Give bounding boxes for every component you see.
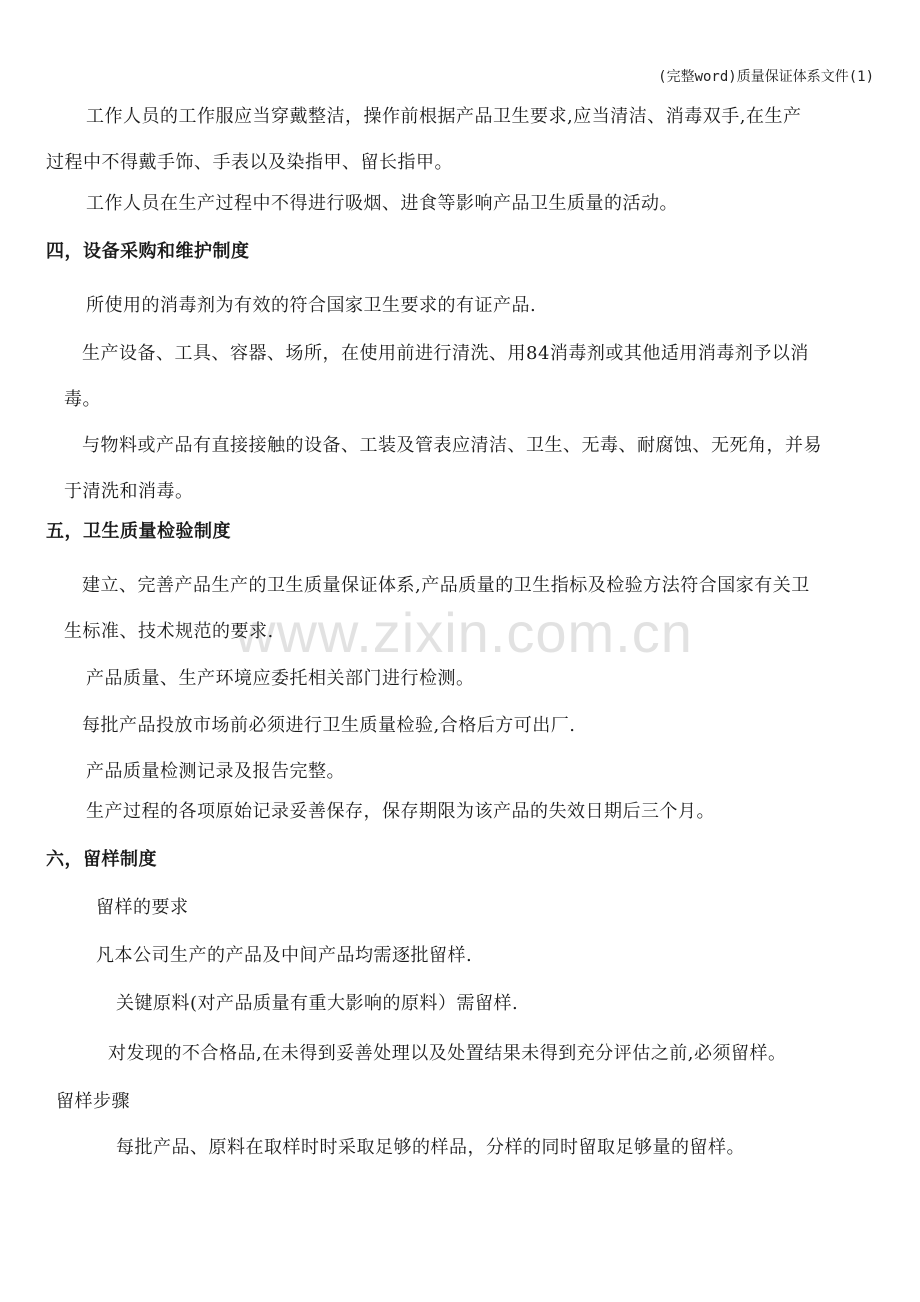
paragraph-line: 生产设备、工具、容器、场所，在使用前进行清洗、用84消毒剂或其他适用消毒剂予以消 — [82, 343, 809, 364]
paragraph-line: 过程中不得戴手饰、手表以及染指甲、留长指甲。 — [46, 152, 453, 173]
paragraph-line: 工作人员的工作服应当穿戴整洁，操作前根据产品卫生要求,应当清洁、消毒双手,在生产 — [86, 106, 802, 127]
paragraph-line: 工作人员在生产过程中不得进行吸烟、进食等影响产品卫生质量的活动。 — [86, 193, 678, 214]
paragraph-line: 产品质量、生产环境应委托相关部门进行检测。 — [86, 668, 475, 689]
section-heading: 四，设备采购和维护制度 — [46, 241, 250, 262]
paragraph-line: 生产过程的各项原始记录妥善保存，保存期限为该产品的失效日期后三个月。 — [86, 801, 715, 822]
paragraph-line: 与物料或产品有直接接触的设备、工装及管表应清洁、卫生、无毒、耐腐蚀、无死角，并易 — [82, 435, 822, 456]
paragraph-line: 留样步骤 — [56, 1091, 130, 1112]
watermark: www.zixin.com.cn — [235, 601, 693, 664]
paragraph-line: 对发现的不合格品,在未得到妥善处理以及处置结果未得到充分评估之前,必须留样。 — [108, 1043, 787, 1064]
paragraph-line: 于清洗和消毒。 — [64, 481, 194, 502]
page-header: (完整word)质量保证体系文件(1) — [658, 69, 874, 85]
section-heading: 六，留样制度 — [46, 849, 157, 870]
paragraph-line: 毒。 — [64, 389, 101, 410]
paragraph-line: 所使用的消毒剂为有效的符合国家卫生要求的有证产品. — [86, 295, 537, 316]
paragraph-line: 留样的要求 — [96, 897, 189, 918]
paragraph-line: 生标准、技术规范的要求. — [64, 621, 274, 642]
paragraph-line: 建立、完善产品生产的卫生质量保证体系,产品质量的卫生指标及检验方法符合国家有关卫 — [82, 575, 810, 596]
paragraph-line: 凡本公司生产的产品及中间产品均需逐批留样. — [96, 945, 473, 966]
paragraph-line: 每批产品、原料在取样时时采取足够的样品，分样的同时留取足够量的留样。 — [116, 1137, 745, 1158]
paragraph-line: 产品质量检测记录及报告完整。 — [86, 761, 345, 782]
paragraph-line: 每批产品投放市场前必须进行卫生质量检验,合格后方可出厂. — [82, 715, 576, 736]
section-heading: 五，卫生质量检验制度 — [46, 521, 231, 542]
paragraph-line: 关键原料(对产品质量有重大影响的原料）需留样. — [116, 993, 519, 1014]
